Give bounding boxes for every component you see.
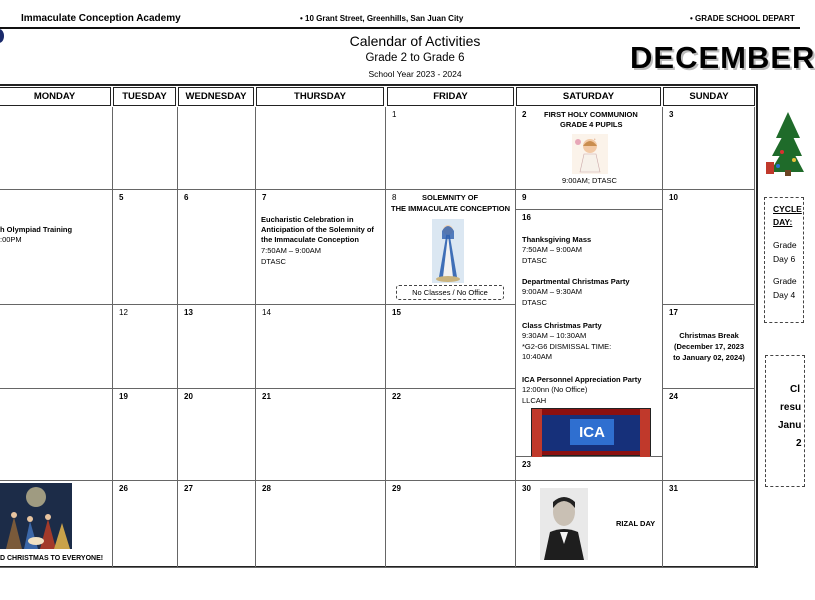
day-number: 16	[522, 213, 531, 222]
header-divider	[0, 27, 800, 29]
cycle-line: Day 4	[773, 290, 796, 300]
event-note: 10:40AM	[522, 352, 553, 361]
cell-day-22	[386, 389, 516, 481]
cell-day-9	[516, 190, 663, 210]
school-address: • 10 Grant Street, Greenhills, San Juan City	[300, 14, 464, 23]
christmas-tree-icon	[766, 108, 800, 178]
event-time: :00PM	[0, 235, 22, 244]
cycle-line: Grade	[773, 240, 797, 250]
day-number: 23	[522, 460, 531, 469]
month-title: DECEMBER	[630, 40, 815, 75]
event-time: 9:00AM; DTASC	[562, 176, 617, 185]
event-time: 7:50AM – 9:00AM	[522, 245, 583, 254]
rizal-portrait-icon	[540, 488, 588, 560]
header-thursday: THURSDAY	[256, 87, 384, 106]
event-place: DTASC	[522, 256, 547, 265]
cell-day-1	[386, 107, 516, 190]
cell-day-20	[178, 389, 256, 481]
cycle-title-2: DAY:	[773, 217, 793, 227]
cell-day-11	[0, 305, 113, 389]
event-time: 7:50AM – 9:00AM	[261, 246, 322, 255]
day-number: 26	[119, 484, 128, 493]
day-number: 8	[392, 193, 397, 202]
cell-day-8	[386, 190, 516, 305]
day-number: 27	[184, 484, 193, 493]
christmas-greeting: D CHRISTMAS TO EVERYONE!	[0, 555, 104, 562]
day-number: 22	[392, 392, 401, 401]
cell-day-24	[663, 389, 755, 481]
cycle-title: CYCLE	[773, 204, 802, 214]
day-number: 31	[669, 484, 678, 493]
day-number: 3	[669, 110, 674, 119]
calendar-grid	[0, 84, 758, 568]
day-number: 12	[119, 308, 128, 317]
day-number: 6	[184, 193, 189, 202]
day-number: 10	[669, 193, 678, 202]
event-place: LLCAH	[522, 396, 547, 405]
calendar-title: Calendar of Activities	[349, 33, 481, 49]
day-number: 9	[522, 193, 527, 202]
event-title: RIZAL DAY	[616, 519, 656, 528]
cell-day-6	[178, 190, 256, 305]
event-time: 9:30AM – 10:30AM	[522, 331, 587, 340]
header-sunday: SUNDAY	[663, 87, 755, 106]
cell-wed-w1	[178, 107, 256, 190]
cell-day-5	[113, 190, 178, 305]
appreciation-party-banner	[531, 408, 651, 456]
cell-tue-w1	[113, 107, 178, 190]
event-title: h Olympiad Training	[0, 225, 73, 234]
event-title: Christmas Break	[679, 331, 739, 340]
cell-mon-w1	[0, 107, 113, 190]
event-line: to January 02, 2024)	[673, 353, 745, 362]
event-line: THE IMMACULATE CONCEPTION	[391, 204, 511, 213]
day-number: 13	[184, 308, 193, 317]
cell-day-31	[663, 481, 755, 568]
cell-day-10	[663, 190, 755, 305]
communion-child-icon	[572, 134, 608, 174]
event-title: FIRST HOLY COMMUNION	[544, 110, 638, 119]
day-number: 29	[392, 484, 401, 493]
header-friday: FRIDAY	[387, 87, 514, 106]
cell-thu-w1	[256, 107, 386, 190]
immaculate-conception-image-icon	[432, 219, 464, 283]
event-title: Class Christmas Party	[522, 321, 602, 330]
school-year: School Year 2023 - 2024	[368, 69, 462, 79]
banner-text: ICA	[570, 419, 614, 445]
day-number: 20	[184, 392, 193, 401]
header-monday: MONDAY	[0, 87, 111, 106]
nativity-scene-icon	[0, 483, 72, 549]
cell-day-27	[178, 481, 256, 568]
department-name: • GRADE SCHOOL DEPART	[690, 14, 795, 23]
cell-day-7	[256, 190, 386, 305]
event-title: Departmental Christmas Party	[522, 277, 630, 286]
cell-day-18	[0, 389, 113, 481]
resume-line: Janu	[778, 420, 802, 431]
event-line: (December 17, 2023	[673, 342, 745, 351]
day-number: 30	[522, 484, 531, 493]
svg-text:*: *	[594, 137, 596, 142]
day-number: 21	[262, 392, 271, 401]
day-number: 14	[262, 308, 271, 317]
cell-day-12	[113, 305, 178, 389]
cell-day-2	[516, 107, 663, 190]
cycle-line: Grade	[773, 276, 797, 286]
resume-line: Cl	[790, 384, 800, 395]
event-title: Thanksgiving Mass	[522, 235, 592, 244]
header-tuesday: TUESDAY	[113, 87, 176, 106]
cell-day-28	[256, 481, 386, 568]
cell-day-26	[113, 481, 178, 568]
event-line: SOLEMNITY OF	[422, 193, 479, 202]
page-header	[0, 0, 800, 28]
cycle-line: Day 6	[773, 254, 796, 264]
header-wednesday: WEDNESDAY	[178, 87, 254, 106]
day-number: 24	[669, 392, 678, 401]
event-time: 12:00nn (No Office)	[522, 385, 588, 394]
classes-resume-box	[765, 355, 805, 487]
resume-line: 2	[796, 438, 802, 449]
day-number: 7	[262, 193, 267, 202]
school-logo-icon	[0, 29, 4, 43]
event-line: Eucharistic Celebration in	[261, 215, 354, 224]
event-subtitle: GRADE 4 PUPILS	[560, 120, 623, 129]
event-place: DTASC	[522, 298, 547, 307]
header-saturday: SATURDAY	[516, 87, 661, 106]
day-number: 17	[669, 308, 678, 317]
day-number: 28	[262, 484, 271, 493]
resume-line: resu	[780, 402, 802, 413]
no-classes-badge: No Classes / No Office	[396, 285, 504, 300]
cell-day-14	[256, 305, 386, 389]
calendar-subtitle: Grade 2 to Grade 6	[365, 52, 465, 64]
event-line: the Immaculate Conception	[261, 235, 359, 244]
cell-day-17	[663, 305, 755, 389]
event-title: ICA Personnel Appreciation Party	[522, 375, 642, 384]
day-number: 19	[119, 392, 128, 401]
cell-day-23	[516, 457, 663, 481]
cell-day-30	[516, 481, 663, 568]
event-place: DTASC	[261, 257, 286, 266]
day-number: 2	[522, 110, 527, 119]
cell-day-21	[256, 389, 386, 481]
day-number: 1	[392, 110, 397, 119]
cell-day-25	[0, 481, 113, 568]
event-time: 9:00AM – 9:30AM	[522, 287, 583, 296]
school-name: Immaculate Conception Academy	[21, 13, 181, 24]
event-note: *G2-G6 DISMISSAL TIME:	[522, 342, 612, 351]
cell-day-13	[178, 305, 256, 389]
event-line: Anticipation of the Solemnity of	[261, 225, 374, 234]
cell-day-15	[386, 305, 516, 389]
cell-day-3	[663, 107, 755, 190]
cell-day-19	[113, 389, 178, 481]
cell-day-29	[386, 481, 516, 568]
cycle-day-box	[764, 197, 804, 323]
day-number: 5	[119, 193, 124, 202]
cell-day-16	[516, 210, 663, 457]
day-number: 15	[392, 308, 401, 317]
cell-day-4	[0, 190, 113, 305]
